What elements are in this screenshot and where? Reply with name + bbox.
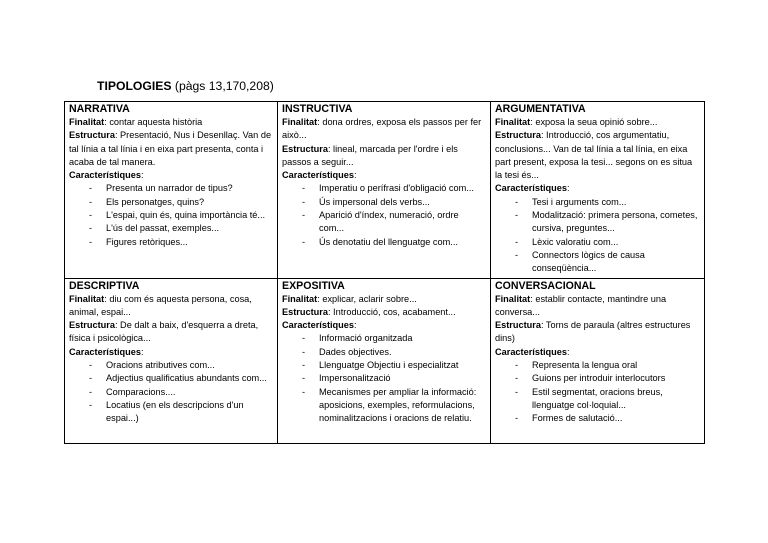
list-item: - Connectors lògics de causa conseqüència... [515, 249, 700, 276]
finalitat-line [69, 293, 273, 320]
list-item: - Figures retòriques... [89, 236, 273, 249]
finalitat-line [282, 116, 486, 143]
caracteristiques-line: Característiques: [69, 346, 144, 357]
estructura-label: Estructura [282, 143, 328, 154]
table-row [65, 278, 705, 443]
list-item: - Oracions atributives com... [89, 359, 273, 372]
list-item: - Impersonalització [302, 372, 486, 385]
cell-instructiva [278, 102, 491, 279]
estructura-line [69, 319, 273, 346]
list-item: - Representa la lengua oral [515, 359, 700, 372]
estructura-label: Estructura [69, 130, 115, 141]
finalitat-line [282, 293, 486, 306]
cell-argumentativa [491, 102, 705, 279]
title-pages: (pàgs 13,170,208) [174, 79, 274, 93]
cell-heading: CONVERSACIONAL [495, 279, 596, 292]
features-list [282, 182, 486, 248]
cell-narrativa [65, 102, 278, 279]
list-item: - Locatius (en els descripcions d'un espai...) [89, 399, 273, 426]
caracteristiques-line: Característiques: [495, 183, 570, 194]
caracteristiques-label: Característiques [495, 183, 568, 194]
caracteristiques-line: Característiques: [282, 170, 357, 181]
caracteristiques-label: Característiques [282, 170, 355, 181]
cell-conversacional [491, 278, 705, 443]
list-item: - Lèxic valoratiu com... [515, 236, 700, 249]
list-item: - Ús impersonal dels verbs... [302, 196, 486, 209]
caracteristiques-line: Característiques: [495, 346, 570, 357]
cell-heading: ARGUMENTATIVA [495, 103, 586, 115]
finalitat-text: : dona ordres, exposa els passos per fer això... [282, 117, 482, 141]
estructura-text: : De dalt a baix, d'esquerra a dreta, física i psicològica... [69, 320, 259, 344]
estructura-label: Estructura [495, 320, 541, 331]
finalitat-label: Finalitat [282, 293, 318, 304]
estructura-text: : Introducció, cos argumentatiu, conclusions... Van de tal línia a tal línia, en eixa part present, exposa la tesi... segons on es situa la tesi és... [495, 130, 693, 181]
finalitat-label: Finalitat [69, 117, 105, 127]
list-item: - Ús denotatiu del llenguatge com... [302, 236, 486, 249]
list-item: - Aparició d'índex, numeració, ordre com... [302, 209, 486, 236]
finalitat-text: : establir contacte, mantindre una conversa... [495, 293, 667, 317]
list-item: - Informació organitzada [302, 332, 486, 345]
estructura-text: : Introducció, cos, acabament... [327, 306, 456, 317]
finalitat-label: Finalitat [495, 293, 531, 304]
list-item: - L'espai, quin és, quina importància té... [89, 209, 273, 222]
title-bold: TIPOLOGIES [97, 79, 172, 93]
finalitat-label: Finalitat [282, 117, 318, 127]
finalitat-label: Finalitat [495, 117, 531, 127]
estructura-line [282, 143, 486, 170]
caracteristiques-label: Característiques [69, 346, 142, 357]
list-item: - Dades objectives. [302, 346, 486, 359]
list-item: - Comparacions.... [89, 386, 273, 399]
caracteristiques-line: Característiques: [282, 320, 357, 331]
cell-heading: NARRATIVA [69, 103, 130, 115]
finalitat-line [495, 293, 700, 320]
cell-expositiva [278, 278, 491, 443]
cell-heading: DESCRIPTIVA [69, 279, 140, 292]
cell-descriptiva [65, 278, 278, 443]
features-list [495, 196, 700, 276]
list-item: - L'ús del passat, exemples... [89, 222, 273, 235]
caracteristiques-label: Característiques [69, 170, 142, 181]
finalitat-line [495, 116, 700, 129]
list-item: - Llenguatge Objectiu i especialitzat [302, 359, 486, 372]
estructura-label: Estructura [282, 306, 328, 317]
list-item: - Estil segmentat, oracions breus, llenguatge col·loquial... [515, 386, 700, 413]
estructura-label: Estructura [69, 320, 115, 331]
list-item: - Tesi i arguments com... [515, 196, 700, 209]
cell-heading: EXPOSITIVA [282, 279, 345, 292]
estructura-text: : lineal, marcada per l'ordre i els passos a seguir... [282, 143, 458, 167]
estructura-line [495, 319, 700, 346]
finalitat-label: Finalitat [69, 293, 105, 304]
list-item: - Imperatiu o perífrasi d'obligació com... [302, 182, 486, 195]
estructura-label: Estructura [495, 130, 541, 141]
caracteristiques-label: Característiques [282, 320, 355, 331]
document-title [97, 78, 274, 94]
finalitat-line [69, 116, 273, 129]
table-row [65, 102, 705, 279]
list-item: - Formes de salutació... [515, 412, 700, 425]
estructura-text: : Torns de paraula (altres estructures dins) [495, 320, 691, 344]
features-list [282, 332, 486, 425]
list-item: - Modalització: primera persona, cometes, cursiva, preguntes... [515, 209, 700, 236]
list-item: - Guions per introduir interlocutors [515, 372, 700, 385]
typologies-table [64, 101, 705, 444]
list-item: - Adjectius qualificatius abundants com... [89, 372, 273, 385]
estructura-text: : Presentació, Nus i Desenllaç. Van de tal línia a tal línia i en eixa part presenta, conta i acaba de tal manera. [69, 130, 272, 167]
finalitat-text: : explicar, aclarir sobre... [317, 293, 417, 304]
list-item: - Mecanismes per ampliar la informació: aposicions, exemples, reformulacions, nominalitzacions i oracions de relatiu. [302, 386, 486, 426]
cell-heading: INSTRUCTIVA [282, 103, 353, 115]
features-list [69, 182, 273, 248]
estructura-line [282, 306, 486, 319]
estructura-line [69, 129, 273, 169]
finalitat-text: : contar aquesta història [104, 117, 203, 127]
list-item: - Els personatges, quins? [89, 196, 273, 209]
estructura-line [495, 129, 700, 182]
finalitat-text: : exposa la seua opinió sobre... [530, 117, 658, 127]
features-list [69, 359, 273, 425]
caracteristiques-line: Característiques: [69, 170, 144, 181]
features-list [495, 359, 700, 425]
finalitat-text: : diu com és aquesta persona, cosa, animal, espai... [69, 293, 252, 317]
caracteristiques-label: Característiques [495, 346, 568, 357]
list-item: - Presenta un narrador de tipus? [89, 182, 273, 195]
